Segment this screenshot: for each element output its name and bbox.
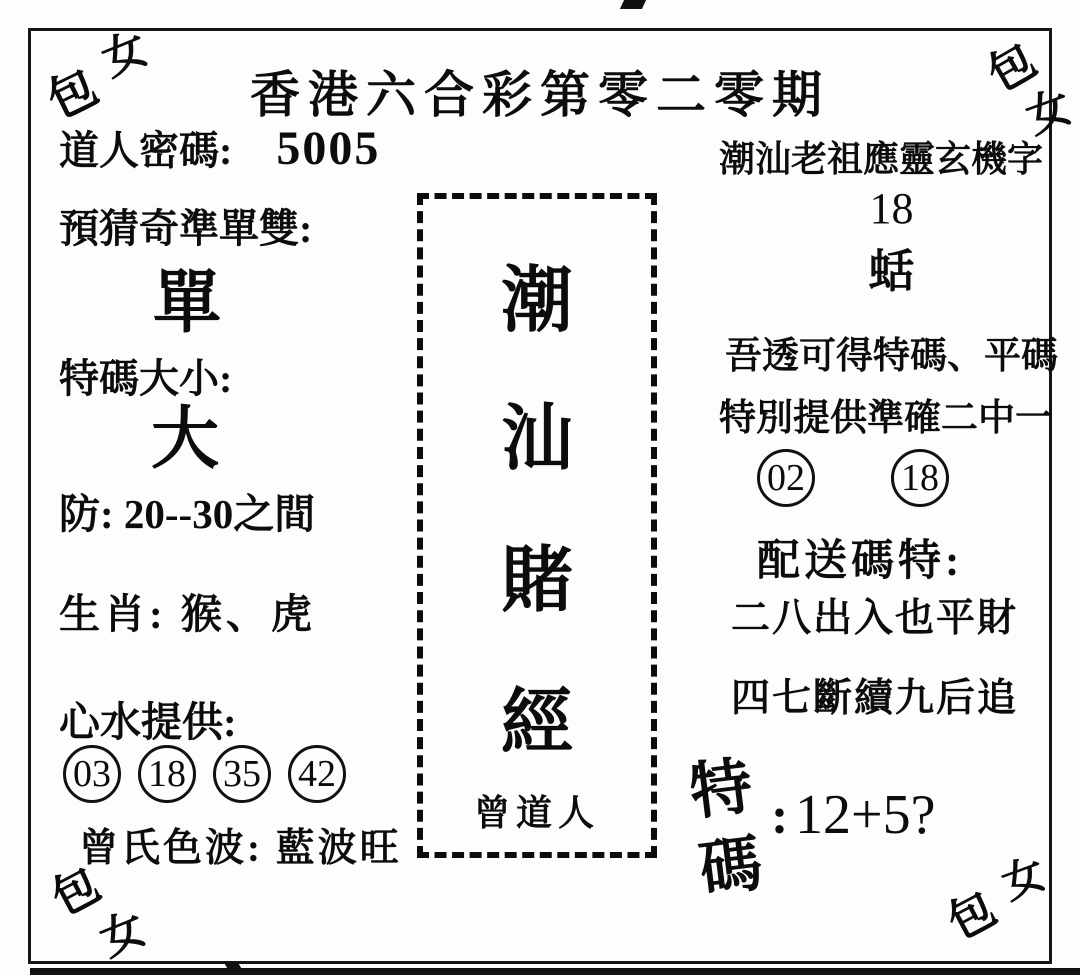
color-wave-line: 曾氏色波: 藍波旺 [79,827,402,870]
corner-mark-bao-top-right: 包 [979,33,1045,102]
corner-mark-bao-bottom-left: 包 [43,858,109,925]
pair-number-circle: 18 [891,449,949,507]
verse-line-1: 二八出入也平財 [731,597,1019,640]
author-signature: 曾道人 [473,793,600,833]
promo-line-2: 特別提供準確二中一 [719,398,1052,439]
corner-mark-nv-top-right: 女 [1019,81,1078,144]
tips-number-list [63,745,346,803]
special-code-colon: : [771,788,789,845]
password-value: 5005 [276,122,381,175]
scan-artifact-bottom-bar [30,968,1080,975]
corner-mark-bao-bottom-right: 包 [939,882,1005,949]
tips-label: 心水提供: [59,699,237,745]
guard-range-line: 防: 20--30之間 [59,491,316,537]
corner-mark-nv-bottom-right: 女 [996,851,1052,909]
banner-char: 賭 [500,541,573,621]
special-code-label [686,752,766,906]
zodiac-line: 生肖: 猴、虎 [59,591,316,637]
mystic-number: 18 [869,184,914,233]
special-code-char: 特 [686,752,757,828]
password-row [59,119,380,176]
center-banner-box [417,193,657,858]
size-value: 大 [151,401,220,477]
special-code-char: 碼 [695,830,766,906]
verse-line-2: 四七斷續九后追 [731,677,1019,720]
mystic-character: 蛞 [868,246,915,297]
tip-number-circle: 42 [288,745,346,803]
tip-number-circle: 35 [213,745,271,803]
tip-number-circle: 03 [63,745,121,803]
scan-artifact-top [620,0,646,9]
banner-char: 汕 [500,399,573,479]
size-label: 特碼大小: [59,356,233,401]
corner-mark-nv-top-left: 女 [95,23,155,86]
tip-number-circle: 18 [138,745,196,803]
banner-char: 潮 [500,261,573,341]
special-code-value: 12+5? [795,784,936,846]
delivery-label: 配送碼特: [757,538,964,585]
banner-char: 經 [500,683,573,763]
corner-mark-nv-bottom-left: 女 [93,903,153,966]
pair-number-circle: 02 [757,449,815,507]
outer-frame [28,23,1078,966]
promo-line-1: 吾透可得特碼、平碼 [725,336,1058,377]
odd-even-value: 單 [153,265,222,341]
password-label: 道人密碼: [59,128,233,173]
mystic-heading: 潮汕老祖應靈玄機字 [719,139,1044,179]
corner-mark-bao-top-left: 包 [39,60,106,129]
pair-number-list [757,449,949,507]
odd-even-label: 預猜奇準單雙: [59,206,313,251]
page-title: 香港六合彩第零二零期 [250,67,830,123]
